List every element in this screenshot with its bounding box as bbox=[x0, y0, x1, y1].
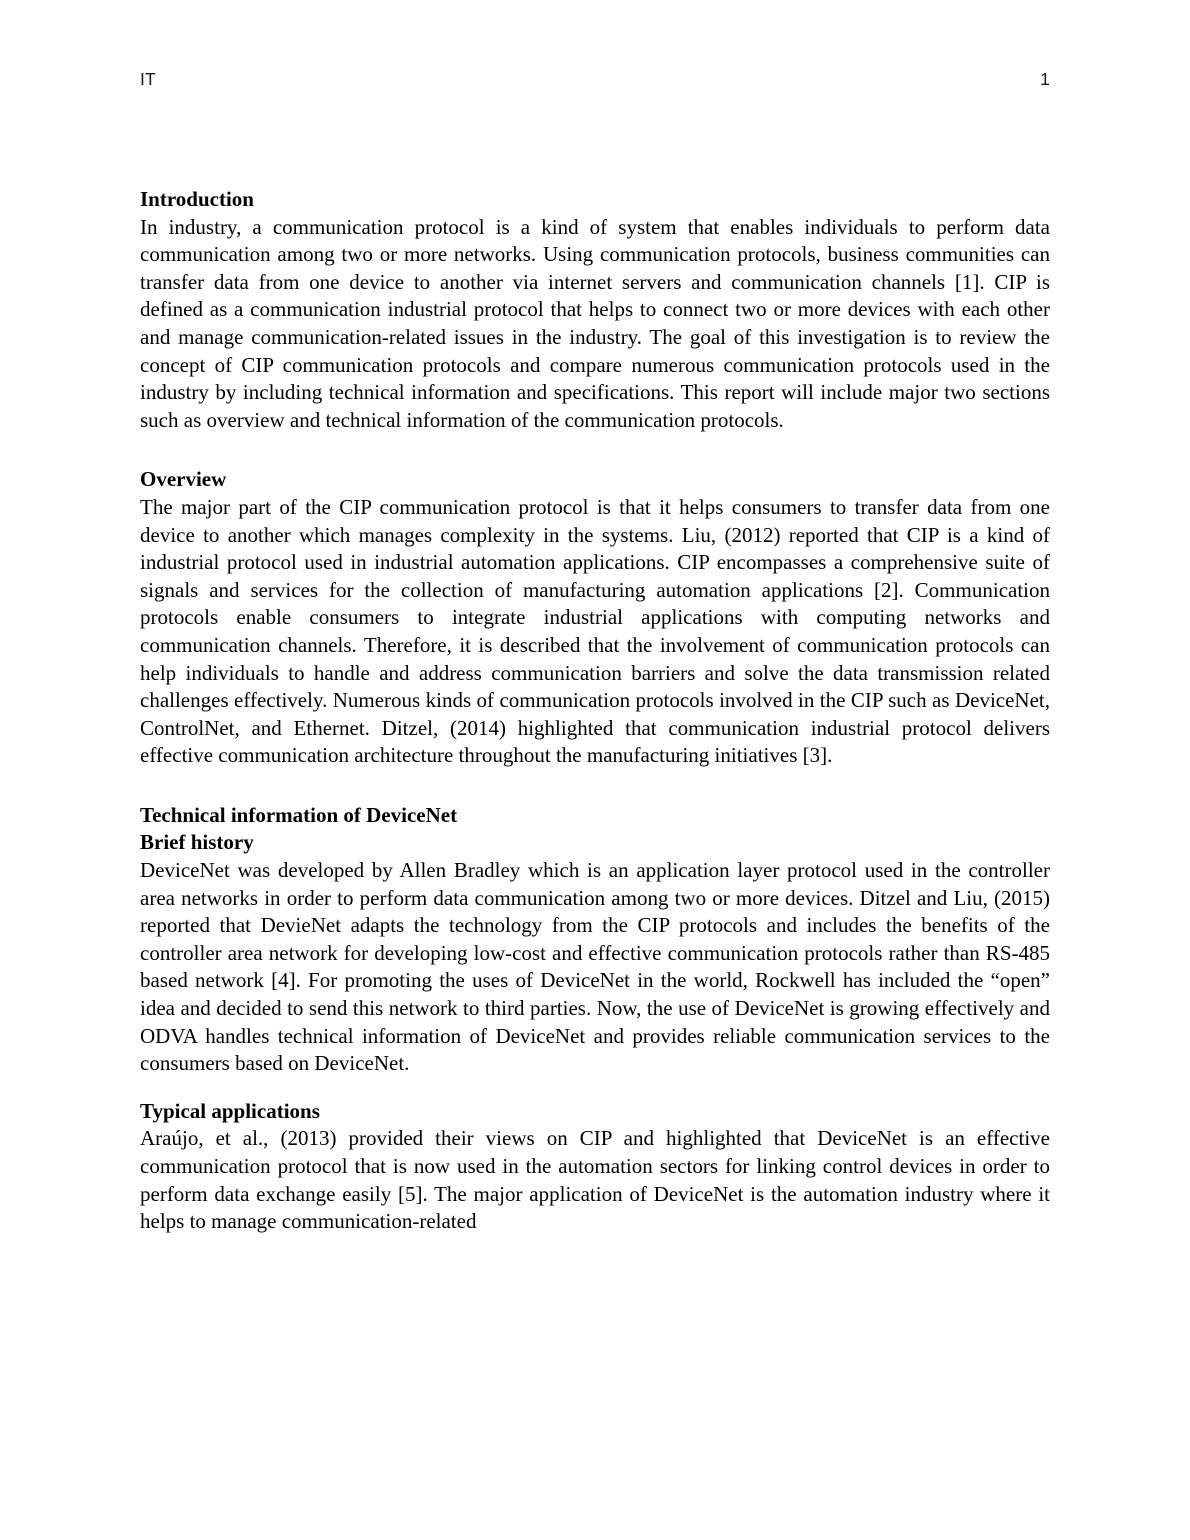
section-paragraph-introduction: In industry, a communication protocol is a kind of system that enables individuals to perform data communication among two or more networks. Using communication protocols, business communities can transfer data from one device to another via internet servers and communication channels [1]. CIP is defined as a communication industrial protocol that helps to connect two or more devices with each other and manage communication-related issues in the industry. The goal of this investigation is to review the concept of CIP communication protocols and compare numerous communication protocols used in the industry by including technical information and specifications. This report will include major two sections such as overview and technical information of the communication protocols. bbox=[140, 214, 1050, 432]
section-paragraph-typical-applications: Araújo, et al., (2013) provided their views on CIP and highlighted that DeviceNet is an effective communication protocol that is now used in the automation sectors for linking control devices in order to perform data exchange easily [5]. The major application of DeviceNet is the automation industry where it helps to manage communication-related bbox=[140, 1126, 1050, 1234]
page-number: 1 bbox=[1040, 69, 1050, 89]
section-subheading-brief-history: Brief history bbox=[140, 830, 254, 855]
section-heading-typical-applications: Typical applications bbox=[140, 1098, 320, 1123]
section-heading-overview: Overview bbox=[140, 467, 227, 492]
section-heading-technical-information: Technical information of DeviceNet bbox=[140, 802, 458, 827]
section-typical-applications bbox=[140, 1098, 1050, 1236]
running-head bbox=[140, 68, 1050, 94]
section-paragraph-overview: The major part of the CIP communication protocol is that it helps consumers to transfer data from one device to another which manages complexity in the systems. Liu, (2012) reported that CIP is a kind of industrial protocol used in industrial automation applications. CIP encompasses a comprehensive suite of signals and services for the collection of manufacturing automation applications [2]. Communication protocols enable consumers to integrate industrial applications with computing networks and communication channels. Therefore, it is described that the involvement of communication protocols can help individuals to handle and address communication barriers and solve the data transmission related challenges effectively. Numerous kinds of communication protocols involved in the CIP such as DeviceNet, ControlNet, and Ethernet. Ditzel, (2014) highlighted that communication industrial protocol delivers effective communication architecture throughout the manufacturing initiatives [3]. bbox=[140, 494, 1050, 768]
document-body bbox=[140, 186, 1050, 1236]
section-heading-introduction: Introduction bbox=[140, 187, 254, 211]
section-paragraph-brief-history: DeviceNet was developed by Allen Bradley which is an application layer protocol used in the controller area networks in order to perform data communication among two or more devices. Ditzel and Liu, (2015) reported that DevieNet adapts the technology from the CIP protocols and includes the benefits of the controller area network for developing low-cost and effective communication protocols rather than RS-485 based network [4]. For promoting the uses of DeviceNet in the world, Rockwell has included the “open” idea and decided to send this network to third parties. Now, the use of DeviceNet is growing effectively and ODVA handles technical information of DeviceNet and provides reliable communication services to the consumers based on DeviceNet. bbox=[140, 858, 1050, 1076]
section-introduction bbox=[140, 186, 1050, 434]
running-head-title: IT bbox=[140, 69, 156, 89]
section-overview bbox=[140, 466, 1050, 770]
section-technical-information-devicenet bbox=[140, 802, 1050, 1078]
